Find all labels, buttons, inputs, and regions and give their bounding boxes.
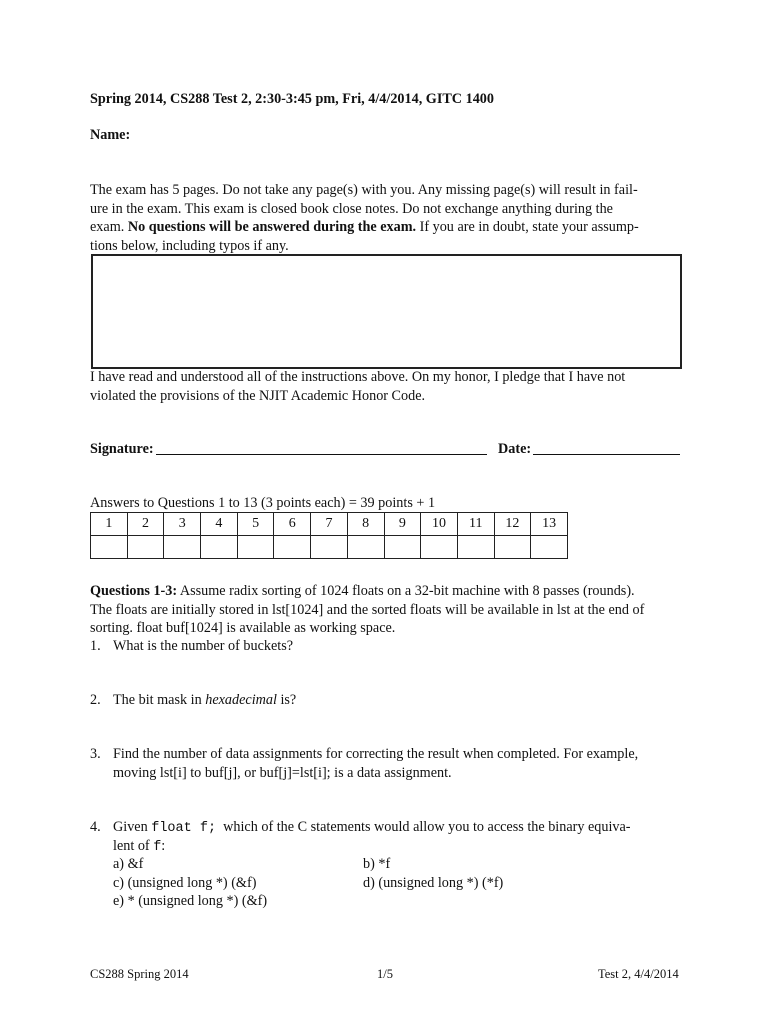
answer-cell[interactable] [164,536,201,559]
question-2-pre: The bit mask in [113,692,206,708]
question-4-line-1 [113,818,631,839]
answers-caption: Answers to Questions 1 to 13 (3 points each) = 39 points + 1 [90,495,436,511]
answer-cell[interactable] [91,536,128,559]
answer-col-header: 11 [457,513,494,536]
question-4-pre: Given [113,819,152,835]
question-2-italic: hexadecimal [205,692,277,708]
answer-cell[interactable] [421,536,458,559]
answer-col-header: 3 [164,513,201,536]
answer-cell[interactable] [384,536,421,559]
question-3-line-2: moving lst[i] to buf[j], or buf[j]=lst[i]; is a data assignment. [113,764,452,781]
answer-cell[interactable] [347,536,384,559]
answer-col-header: 2 [127,513,164,536]
assumptions-box[interactable] [91,254,682,369]
answer-cell[interactable] [494,536,531,559]
answer-col-header: 4 [201,513,238,536]
honor-pledge [90,368,680,405]
answer-col-header: 8 [347,513,384,536]
answer-cell[interactable] [531,536,568,559]
question-4-line-2 [113,837,165,858]
intro-line-3: sorting. float buf[1024] is available as working space. [90,620,396,636]
answer-col-header: 7 [311,513,348,536]
name-label: Name: [90,127,131,143]
page-number: 1/5 [377,967,393,981]
question-2-number: 2. [90,692,101,708]
answer-table [90,512,568,559]
question-4-number: 4. [90,819,101,835]
option-d: d) (unsigned long *) (*f) [363,874,504,891]
answer-col-header: 5 [237,513,274,536]
intro-line-1 [90,582,680,601]
pledge-line-1: I have read and understood all of the instructions above. On my honor, I pledge that I have not [90,369,626,385]
answer-col-header: 6 [274,513,311,536]
question-2-text [113,691,296,710]
date-label: Date: [498,441,532,457]
intro-heading: Questions 1-3: [90,583,178,599]
answer-table-input-row [91,536,568,559]
question-1-number: 1. [90,638,101,654]
answer-cell[interactable] [201,536,238,559]
signature-line[interactable] [156,440,487,455]
answer-col-header: 13 [531,513,568,536]
question-4-line-2-code: f [153,839,162,855]
date-line[interactable] [533,440,680,455]
option-e: e) * (unsigned long *) (&f) [113,893,268,909]
question-4-post: which of the C statements would allow you to access the binary equiva- [216,819,631,835]
answer-cell[interactable] [274,536,311,559]
question-4-code: float f; [151,821,217,836]
answer-col-header: 10 [421,513,458,536]
answer-col-header: 1 [91,513,128,536]
question-4-line-2-pre: lent of [113,837,154,854]
question-3-number: 3. [90,746,101,762]
answer-col-header: 9 [384,513,421,536]
option-c: c) (unsigned long *) (&f) [113,874,257,891]
option-b: b) *f [363,856,391,872]
instructions-line-3-pre: exam. [90,219,128,235]
footer-right: Test 2, 4/4/2014 [598,967,679,981]
question-2-post: is? [276,692,297,708]
instructions-line-2: ure in the exam. This exam is closed book close notes. Do not exchange anything during the [90,200,613,217]
questions-1-3-intro [90,582,680,638]
signature-label: Signature: [90,441,154,457]
question-4-line-2-post: : [161,837,166,854]
exam-title: Spring 2014, CS288 Test 2, 2:30-3:45 pm, Fri, 4/4/2014, GITC 1400 [90,91,494,107]
intro-line-1-text: Assume radix sorting of 1024 floats on a 32-bit machine with 8 passes (rounds). [177,583,635,599]
instructions-line-4: tions below, including typos if any. [90,237,289,254]
question-1-text: What is the number of buckets? [113,638,294,654]
instructions-line-3-post: If you are in doubt, state your assump- [416,219,639,235]
question-3-line-1: Find the number of data assignments for correcting the result when completed. For example, [113,746,639,762]
answer-cell[interactable] [457,536,494,559]
no-questions-notice: No questions will be answered during the exam. [127,219,417,235]
answer-col-header: 12 [494,513,531,536]
option-a: a) &f [113,856,144,872]
pledge-line-2: violated the provisions of the NJIT Academic Honor Code. [90,387,426,404]
answer-cell[interactable] [127,536,164,559]
footer-left: CS288 Spring 2014 [90,967,189,981]
instructions-line-1: The exam has 5 pages. Do not take any page(s) with you. Any missing page(s) will result in fail- [90,182,638,198]
instructions-line-3 [90,218,680,237]
instructions [90,181,680,255]
intro-line-2: The floats are initially stored in lst[1024] and the sorted floats will be available in lst at the end of [90,601,645,618]
answer-cell[interactable] [237,536,274,559]
answer-table-header-row [91,513,568,536]
answer-cell[interactable] [311,536,348,559]
